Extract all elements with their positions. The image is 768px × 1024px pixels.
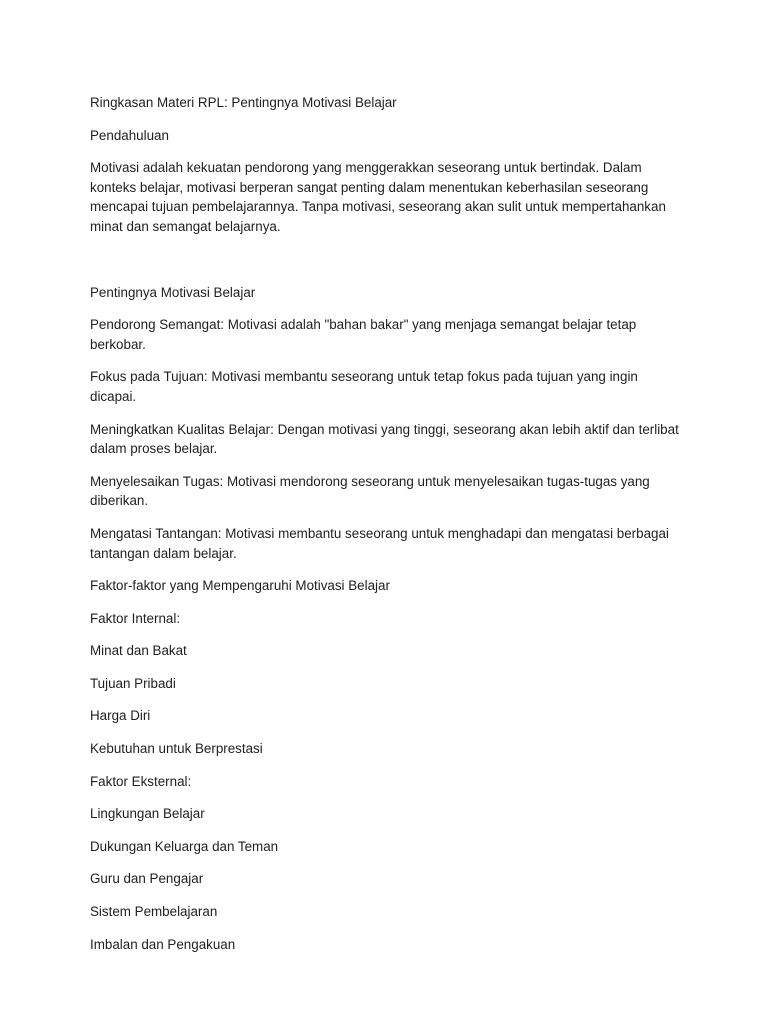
external-factors-heading: Faktor Eksternal: [90,773,192,789]
internal-factor-item: Kebutuhan untuk Berprestasi [90,741,263,757]
external-factor-item: Guru dan Pengajar [90,871,204,887]
document-title: Ringkasan Materi RPL: Pentingnya Motivasi Belajar [90,95,397,110]
external-factor-item: Lingkungan Belajar [90,806,205,822]
external-factor-item: Imbalan dan Pengakuan [90,936,236,952]
internal-factors-heading: Faktor Internal: [90,610,181,626]
paragraph-spacer [90,250,682,283]
internal-factor-item: Minat dan Bakat [90,643,187,659]
intro-heading: Pendahuluan [90,127,169,143]
importance-point: Menyelesaikan Tugas: Motivasi mendorong seseorang untuk menyelesaikan tugas-tugas yang diberikan. [90,473,650,509]
importance-point: Pendorong Semangat: Motivasi adalah "bahan bakar" yang menjaga semangat belajar tetap berkobar. [90,317,637,352]
intro-paragraph: Motivasi adalah kekuatan pendorong yang menggerakkan seseorang untuk bertindak. Dalam konteks belajar, motivasi berperan sangat penting dalam menentukan keberhasilan seseorang mencapai tujuan pembelajarannya. Tanpa motivasi, seseorang akan sulit untuk mempertahankan minat dan semangat belajarnya. [90,160,666,234]
document-body [90,93,682,967]
importance-point: Fokus pada Tujuan: Motivasi membantu seseorang untuk tetap fokus pada tujuan yang ingin dicapai. [90,369,638,404]
external-factor-item: Dukungan Keluarga dan Teman [90,838,279,854]
internal-factor-item: Harga Diri [90,708,151,724]
external-factor-item: Sistem Pembelajaran [90,904,218,920]
importance-point: Mengatasi Tantangan: Motivasi membantu seseorang untuk menghadapi dan mengatasi berbagai tantangan dalam belajar. [90,525,669,561]
internal-factor-item: Tujuan Pribadi [90,675,176,691]
importance-point: Meningkatkan Kualitas Belajar: Dengan motivasi yang tinggi, seseorang akan lebih aktif dan terlibat dalam proses belajar. [90,421,679,457]
factors-heading: Faktor-faktor yang Mempengaruhi Motivasi Belajar [90,578,390,594]
importance-heading: Pentingnya Motivasi Belajar [90,284,256,300]
